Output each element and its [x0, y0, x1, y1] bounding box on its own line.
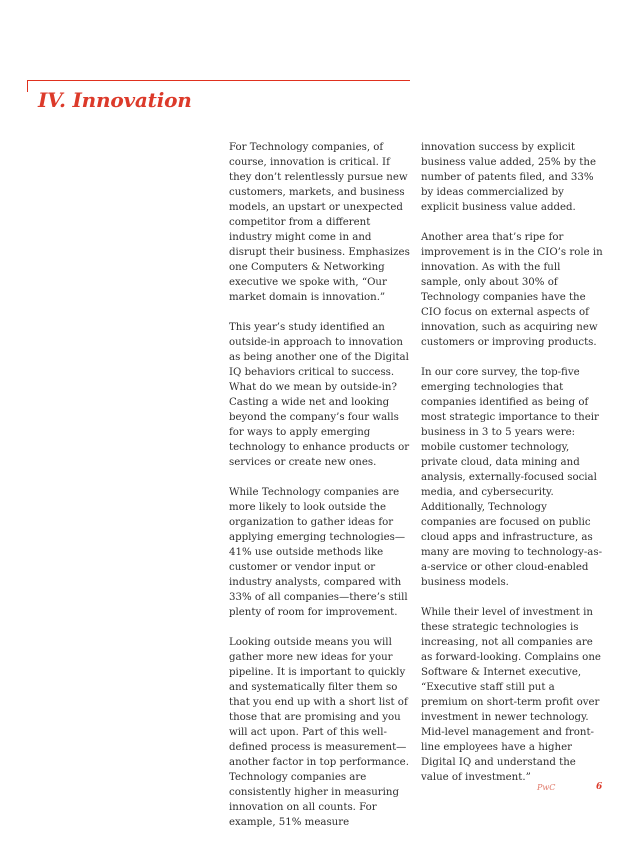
paragraph: Another area that’s ripe for improvement is in the CIO’s role in innovation. As with the full sample, only about 30% of Technology companies have the CIO focus on external aspects of innovation, such as acquiring new customers or improving products. [421, 232, 603, 348]
paragraph: While their level of investment in these strategic technologies is increasing, not all companies are as forward-looking. Complains one Software & Internet executive, “Executive staff still put a premium on short-term profit over investment in newer technology. Mid-level management and front-line employees have a higher Digital IQ and understand the value of investment.” [421, 607, 601, 783]
section-title: IV. Innovation [38, 88, 192, 112]
header-rule [27, 80, 410, 81]
paragraph: While Technology companies are more likely to look outside the organization to gather ideas for applying emerging technologies—41% use outside methods like customer or vendor input or industry analysts, compared with 33% of all companies—there’s still plenty of room for improvement. [229, 487, 408, 618]
paragraph: In our core survey, the top-five emerging technologies that companies identified as being of most strategic importance to their business in 3 to 5 years were: mobile customer technology, private cloud, data mining and analysis, externally-focused social media, and cybersecurity. Additionally, Technology companies are focused on public cloud apps and infrastructure, as many are moving to technology-as-a-service or other cloud-enabled business models. [421, 367, 603, 588]
body-column-right [421, 140, 603, 800]
paragraph: For Technology companies, of course, innovation is critical. If they don’t relentlessly pursue new customers, markets, and business models, an upstart or unexpected competitor from a different industry might come in and disrupt their business. Emphasizes one Computers & Networking executive we spoke with, “Our market domain is innovation.” [229, 142, 410, 303]
paragraph: innovation success by explicit business value added, 25% by the number of patents filed, and 33% by ideas commercialized by explicit business value added. [421, 142, 596, 213]
page-number: 6 [596, 782, 603, 792]
body-column-left [229, 140, 411, 845]
footer-brand: PwC [537, 783, 556, 792]
paragraph: Looking outside means you will gather more new ideas for your pipeline. It is important to quickly and systematically filter them so that you end up with a short list of those that are promising and you will act upon. Part of this well-defined process is measurement—another factor in top performance. Technology companies are consistently higher in measuring innovation on all counts. For example, 51% measure [229, 637, 409, 828]
header-rule-tick [27, 80, 28, 92]
paragraph: This year’s study identified an outside-in approach to innovation as being another one of the Digital IQ behaviors critical to success. What do we mean by outside-in? Casting a wide net and looking beyond the company’s four walls for ways to apply emerging technology to enhance products or services or create new ones. [229, 322, 410, 468]
